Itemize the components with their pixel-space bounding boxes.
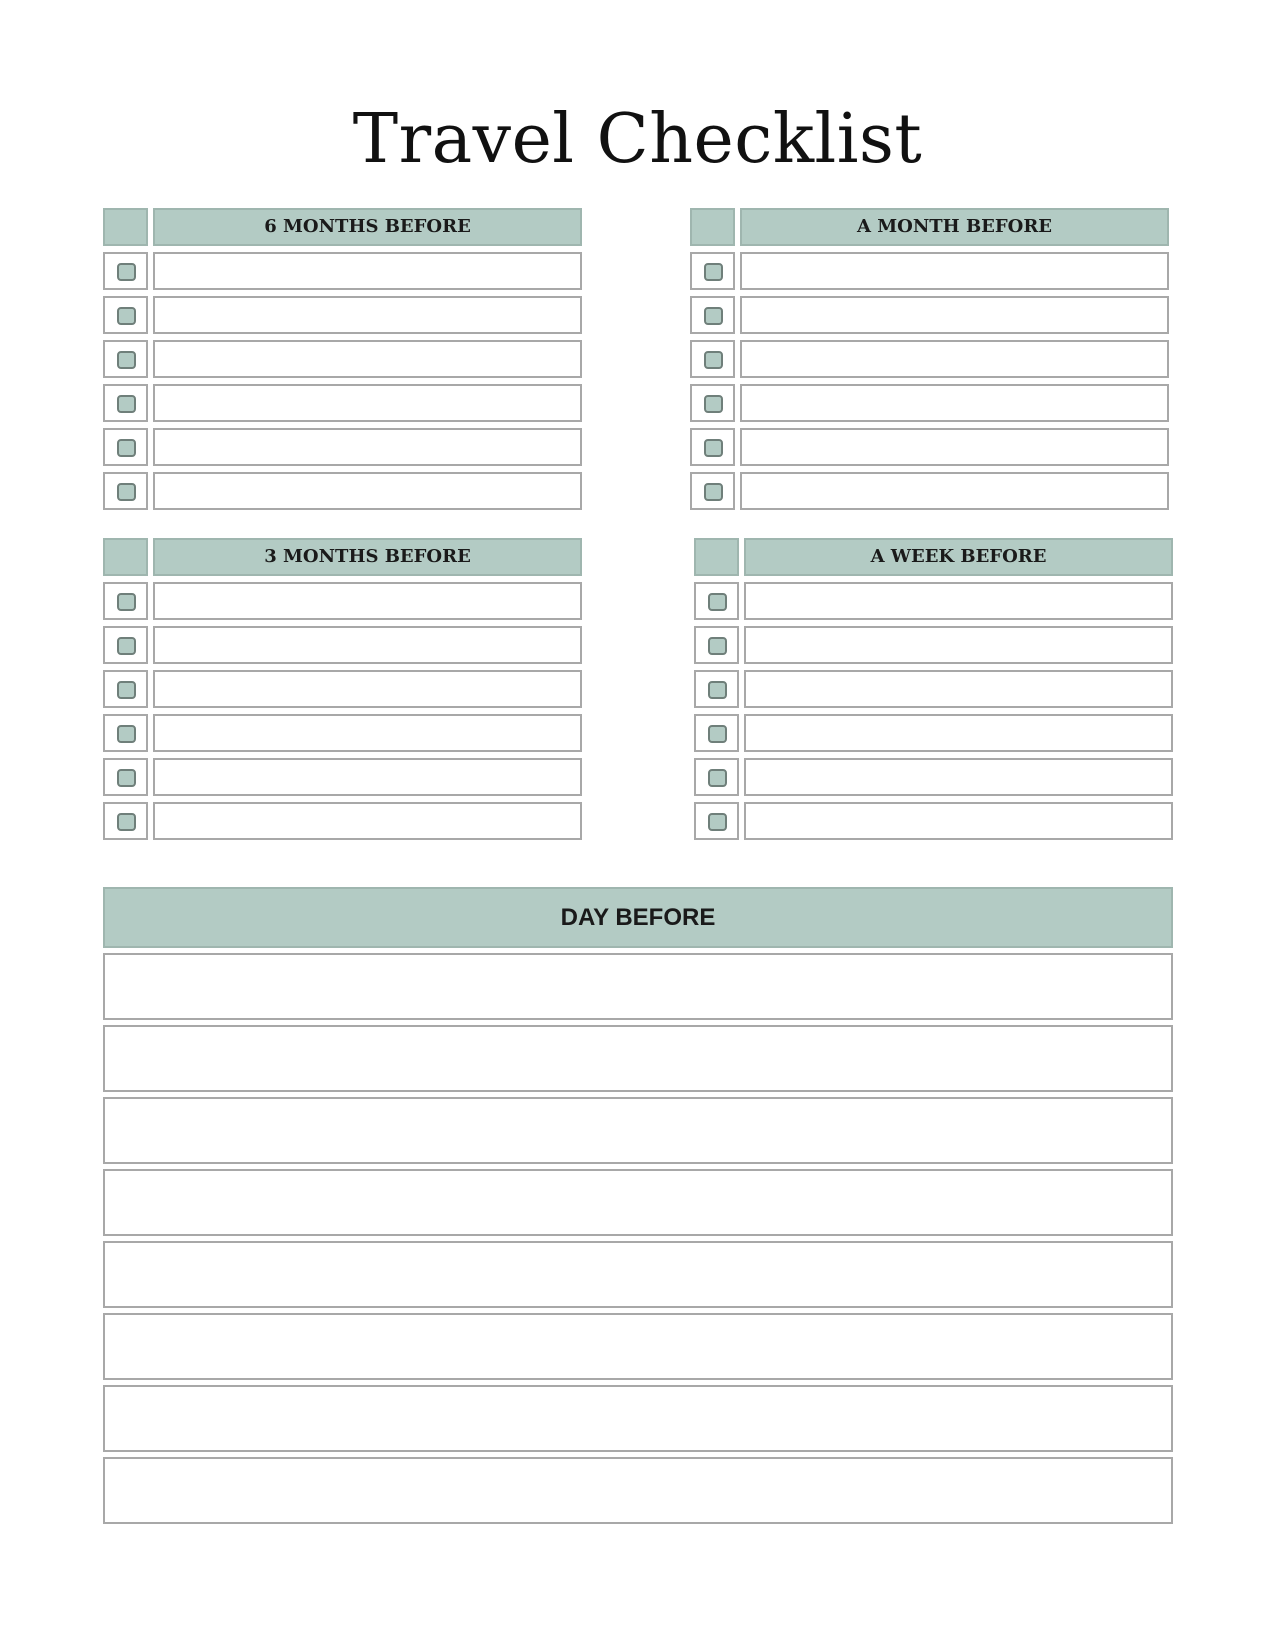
checklist-row [103, 670, 582, 708]
checkbox[interactable] [704, 351, 723, 369]
section-title: 3 MONTHS BEFORE [264, 546, 471, 567]
checkbox[interactable] [708, 769, 727, 787]
checkbox-cell [103, 582, 148, 620]
checkbox[interactable] [708, 593, 727, 611]
entry-line[interactable] [153, 714, 582, 752]
entry-line[interactable] [740, 384, 1169, 422]
checkbox[interactable] [117, 769, 136, 787]
checklist-row [103, 340, 582, 378]
checkbox[interactable] [708, 725, 727, 743]
checkbox[interactable] [704, 307, 723, 325]
checkbox[interactable] [704, 439, 723, 457]
checkbox-cell [694, 626, 739, 664]
checkbox-cell [103, 428, 148, 466]
day-before-line[interactable] [103, 1169, 1173, 1236]
checklist-row [103, 472, 582, 510]
checkbox-cell [103, 296, 148, 334]
checkbox[interactable] [117, 593, 136, 611]
checklist-row [690, 428, 1169, 466]
entry-line[interactable] [153, 670, 582, 708]
header-label-cell [153, 538, 582, 576]
checklist-row [690, 296, 1169, 334]
checkbox[interactable] [704, 263, 723, 281]
checklist-row [103, 252, 582, 290]
entry-line[interactable] [740, 296, 1169, 334]
entry-line[interactable] [153, 472, 582, 510]
section-header-row [694, 538, 1173, 576]
checklist-row [103, 758, 582, 796]
entry-line[interactable] [744, 670, 1173, 708]
checkbox-cell [690, 252, 735, 290]
entry-line[interactable] [744, 758, 1173, 796]
checkbox-cell [103, 670, 148, 708]
checklist-row [103, 714, 582, 752]
entry-line[interactable] [153, 626, 582, 664]
checkbox[interactable] [117, 725, 136, 743]
day-before-header: DAY BEFORE [103, 887, 1173, 948]
entry-line[interactable] [740, 472, 1169, 510]
checkbox-cell [690, 384, 735, 422]
checkbox[interactable] [117, 395, 136, 413]
checkbox-cell [690, 428, 735, 466]
checklist-row [690, 252, 1169, 290]
checkbox-cell [103, 384, 148, 422]
entry-line[interactable] [740, 252, 1169, 290]
entry-line[interactable] [153, 252, 582, 290]
day-before-line[interactable] [103, 1025, 1173, 1092]
checklist-row [690, 472, 1169, 510]
checkbox[interactable] [117, 681, 136, 699]
day-before-line[interactable] [103, 1457, 1173, 1524]
checklist-row [103, 626, 582, 664]
checkbox[interactable] [117, 813, 136, 831]
entry-line[interactable] [153, 582, 582, 620]
section-header-row [690, 208, 1169, 246]
header-label-cell [153, 208, 582, 246]
entry-line[interactable] [153, 802, 582, 840]
checklist-row [694, 802, 1173, 840]
checkbox-cell [690, 296, 735, 334]
checkbox[interactable] [117, 307, 136, 325]
checkbox[interactable] [117, 483, 136, 501]
header-label-cell [744, 538, 1173, 576]
checkbox-cell [690, 340, 735, 378]
checklist-row [694, 758, 1173, 796]
day-before-line[interactable] [103, 953, 1173, 1020]
checkbox-cell [694, 670, 739, 708]
checkbox[interactable] [708, 813, 727, 831]
checkbox-cell [103, 714, 148, 752]
day-before-line[interactable] [103, 1313, 1173, 1380]
checklist-row [103, 428, 582, 466]
checklist-row [690, 340, 1169, 378]
checkbox-cell [103, 472, 148, 510]
checklist-row [694, 714, 1173, 752]
header-check-cell [103, 208, 148, 246]
entry-line[interactable] [740, 428, 1169, 466]
header-check-cell [694, 538, 739, 576]
checkbox-cell [690, 472, 735, 510]
checkbox[interactable] [117, 263, 136, 281]
checkbox-cell [103, 340, 148, 378]
checkbox[interactable] [117, 439, 136, 457]
checkbox[interactable] [704, 395, 723, 413]
section-header-row [103, 538, 582, 576]
entry-line[interactable] [153, 384, 582, 422]
page-title: Travel Checklist [352, 100, 923, 179]
checkbox-cell [103, 802, 148, 840]
checklist-row [103, 296, 582, 334]
section-title: A MONTH BEFORE [856, 216, 1053, 237]
checkbox[interactable] [117, 351, 136, 369]
entry-line[interactable] [153, 296, 582, 334]
entry-line[interactable] [744, 582, 1173, 620]
checkbox-cell [694, 802, 739, 840]
header-check-cell [103, 538, 148, 576]
checkbox[interactable] [704, 483, 723, 501]
entry-line[interactable] [153, 340, 582, 378]
checkbox-cell [694, 758, 739, 796]
section-title: 6 MONTHS BEFORE [264, 216, 471, 237]
checkbox[interactable] [708, 681, 727, 699]
day-before-line[interactable] [103, 1097, 1173, 1164]
entry-line[interactable] [744, 802, 1173, 840]
entry-line[interactable] [153, 428, 582, 466]
entry-line[interactable] [744, 714, 1173, 752]
entry-line[interactable] [744, 626, 1173, 664]
checkbox-cell [694, 582, 739, 620]
entry-line[interactable] [740, 340, 1169, 378]
checklist-row [103, 802, 582, 840]
checklist-row [694, 670, 1173, 708]
checkbox[interactable] [708, 637, 727, 655]
day-before-line[interactable] [103, 1385, 1173, 1452]
checkbox-cell [103, 252, 148, 290]
checkbox-cell [103, 758, 148, 796]
checklist-row [694, 626, 1173, 664]
checkbox-cell [103, 626, 148, 664]
section-header-row [103, 208, 582, 246]
checklist-row [690, 384, 1169, 422]
section-title: A WEEK BEFORE [870, 546, 1047, 567]
header-check-cell [690, 208, 735, 246]
entry-line[interactable] [153, 758, 582, 796]
header-label-cell [740, 208, 1169, 246]
checklist-row [103, 582, 582, 620]
checklist-row [694, 582, 1173, 620]
checkbox-cell [694, 714, 739, 752]
checkbox[interactable] [117, 637, 136, 655]
day-before-line[interactable] [103, 1241, 1173, 1308]
checklist-row [103, 384, 582, 422]
